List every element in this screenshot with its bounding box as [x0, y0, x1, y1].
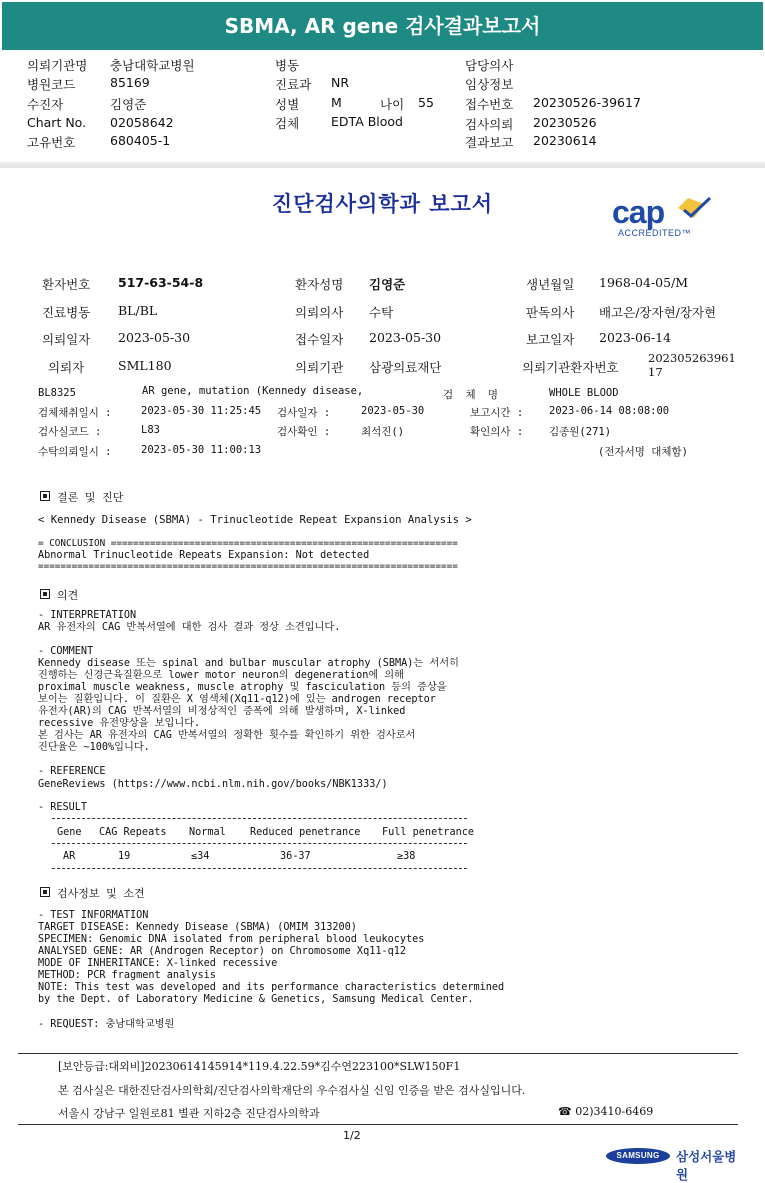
interpretation-text: AR 유전자의 CAG 반복서열에 대한 검사 결과 정상 소견입니다.: [38, 622, 341, 633]
lab-test-code: BL8325: [38, 387, 76, 399]
table-bottom-rule: [52, 868, 467, 869]
value-chart-no: 02058642: [110, 115, 174, 130]
lab-report-time-label: 보고시간 :: [470, 407, 524, 419]
section-testinfo-heading: 검사정보 및 소견: [40, 885, 145, 901]
testinfo-line-1: TARGET DISEASE: Kennedy Disease (SBMA) (OMIM 313200): [38, 922, 357, 933]
label-receipt-no: 접수번호: [465, 97, 514, 112]
reference-head: - REFERENCE: [38, 766, 106, 777]
lab-confirm-doctor-label: 확인의사 :: [470, 426, 524, 438]
table-mid-rule: [52, 843, 467, 844]
testinfo-line-7: by the Dept. of Laboratory Medicine & Genetics, Samsung Medical Center.: [38, 994, 474, 1005]
lab-phone: ☎ 02)3410-6469: [558, 1105, 654, 1118]
value-result-date: 20230614: [533, 133, 597, 148]
report-title-bar: SBMA, AR gene 검사결과보고서: [2, 2, 763, 50]
label-institution-patient-no: 의뢰기관환자번호: [522, 360, 619, 375]
comment-line-4: 보이는 질환입니다. 이 질환은 X 염색체(Xq11-q12)에 있는 androgen receptor: [38, 694, 436, 705]
value-institution-patient-no: 20230526396117: [648, 351, 736, 379]
lab-specimen-value: WHOLE BLOOD: [549, 387, 619, 399]
value-reading-doctor: 배고은/장자현/장자현: [599, 305, 717, 320]
section-opinion-heading: 의견: [40, 587, 78, 603]
security-line: [보안등급:대외비]20230614145914*119.4.22.59*김수연223100*SLW150F1: [58, 1060, 461, 1073]
value-clinic-ward: BL/BL: [118, 303, 158, 318]
comment-line-6: recessive 유전양상을 보입니다.: [38, 718, 201, 729]
samsung-hospital-logo: SAMSUNG 삼성서울병원: [606, 1147, 746, 1165]
testinfo-line-4: MODE OF INHERITANCE: X-linked recessive: [38, 958, 278, 969]
value-department: NR: [331, 75, 350, 90]
lab-esign-note: (전자서명 대체함): [598, 446, 688, 458]
label-patient-name: 환자성명: [295, 277, 344, 292]
comment-line-3: proximal muscle weakness, muscle atrophy 및 fasciculation 등의 증상을: [38, 682, 447, 693]
label-birth-date: 생년월일: [526, 277, 575, 292]
conclusion-text: Abnormal Trinucleotide Repeats Expansion: Not detected: [38, 550, 370, 561]
td-reduced-penetrance: 36-37: [280, 851, 311, 862]
value-unique-no: 680405-1: [110, 133, 171, 148]
lab-consignment-value: 2023-05-30 11:00:13: [141, 444, 262, 456]
testinfo-line-6: NOTE: This test was developed and its performance characteristics determined: [38, 982, 505, 993]
lab-test-name: AR gene, mutation (Kennedy disease,: [142, 385, 364, 397]
lab-consignment-label: 수탁의뢰일시 :: [38, 446, 112, 458]
footer-rule-bottom: [18, 1124, 738, 1125]
label-receipt-date: 접수일자: [295, 332, 344, 347]
th-normal: Normal: [189, 827, 226, 838]
value-receipt-no: 20230526-39617: [533, 95, 641, 110]
comment-line-1: Kennedy disease 또는 spinal and bulbar muscular atrophy (SBMA)는 서서히: [38, 658, 459, 669]
value-patient: 김영준: [110, 97, 147, 112]
reference-text: GeneReviews (https://www.ncbi.nlm.nih.gov/books/NBK1333/): [38, 779, 388, 790]
value-requesting-institution: 삼광의료재단: [369, 360, 442, 375]
th-reduced-penetrance: Reduced penetrance: [250, 827, 361, 838]
header-divider: [0, 162, 765, 168]
comment-line-7: 본 검사는 AR 유전자의 CAG 반복서열의 정확한 횟수를 확인하기 위한 검사로서: [38, 730, 416, 741]
label-requesting-institution: 의뢰기관: [295, 360, 344, 375]
label-patient-id: 환자번호: [42, 277, 91, 292]
section-bullet-icon: [40, 491, 50, 501]
th-cag-repeats: CAG Repeats: [99, 827, 167, 838]
label-reading-doctor: 판독의사: [526, 305, 575, 320]
testinfo-line-5: METHOD: PCR fragment analysis: [38, 970, 216, 981]
label-chart-no: Chart No.: [27, 115, 87, 130]
td-gene: AR: [63, 851, 76, 862]
lab-exam-date-label: 검사일자 :: [277, 407, 331, 419]
value-request-date2: 2023-05-30: [118, 330, 191, 345]
value-requesting-org: 충남대학교병원: [110, 58, 195, 73]
label-clinical-info: 임상정보: [465, 77, 514, 92]
label-hospital-code: 병원코드: [27, 77, 76, 92]
request-line: - REQUEST: 충남대학교병원: [38, 1019, 175, 1030]
testinfo-line-2: SPECIMEN: Genomic DNA isolated from peripheral blood leukocytes: [38, 934, 425, 945]
lab-confirm-doctor-value: 김종원(271): [549, 426, 612, 438]
comment-line-8: 진단율은 ~100%입니다.: [38, 742, 150, 753]
page-number: 1/2: [343, 1129, 361, 1142]
lab-verified-value: 최석진(): [361, 426, 405, 438]
lab-exam-date-value: 2023-05-30: [361, 405, 425, 417]
certification-text: 본 검사실은 대한진단검사의학회/진단검사의학재단의 우수검사실 신임 인증을 받은 검사실입니다.: [58, 1084, 526, 1097]
label-result-date: 결과보고: [465, 135, 514, 150]
label-clinic-ward: 진료병동: [42, 305, 91, 320]
label-requesting-org: 의뢰기관명: [27, 58, 88, 73]
value-request-date: 20230526: [533, 115, 597, 130]
label-physician: 담당의사: [465, 58, 514, 73]
label-ward: 병동: [275, 58, 300, 73]
value-patient-id: 517-63-54-8: [118, 275, 204, 290]
value-specimen: EDTA Blood: [331, 114, 403, 129]
label-patient: 수진자: [27, 97, 64, 112]
value-requester: SML180: [118, 358, 172, 373]
value-referring-doctor: 수탁: [369, 305, 394, 320]
comment-line-5: 유전자(AR)의 CAG 반복서열의 비정상적인 증폭에 의해 발생하며, X-linked: [38, 706, 406, 717]
label-requester: 의뢰자: [48, 360, 85, 375]
section-bullet-icon: [40, 589, 50, 599]
result-head: - RESULT: [38, 802, 88, 813]
td-cag-repeats: 19: [118, 851, 131, 862]
th-full-penetrance: Full penetrance: [382, 827, 475, 838]
table-top-rule: [52, 818, 467, 819]
value-age: 55: [418, 95, 434, 110]
value-receipt-date: 2023-05-30: [369, 330, 442, 345]
lab-room-code-value: L83: [141, 424, 160, 436]
label-report-date: 보고일자: [526, 332, 575, 347]
footer-rule-top: [18, 1053, 738, 1054]
testinfo-line-3: ANALYSED GENE: AR (Androgen Receptor) on Chromosome Xq11-q12: [38, 946, 407, 957]
td-normal: ≤34: [191, 851, 210, 862]
cap-check-icon: [674, 194, 714, 224]
lab-address: 서울시 강남구 일원로81 별관 지하2층 진단검사의학과: [58, 1107, 320, 1120]
comment-line-2: 진행하는 신경근육질환으로 lower motor neuron의 degeneration에 의해: [38, 670, 404, 681]
value-birth-date: 1968-04-05/M: [599, 275, 689, 290]
report-heading: 진단검사의학과 보고서: [271, 192, 494, 216]
sbma-analysis-title: < Kennedy Disease (SBMA) - Trinucleotide Repeat Expansion Analysis >: [38, 514, 472, 526]
lab-room-code-label: 검사실코드 :: [38, 426, 102, 438]
label-request-date: 검사의뢰: [465, 117, 514, 132]
label-sex: 성별: [275, 97, 300, 112]
comment-head: - COMMENT: [38, 646, 94, 657]
lab-verified-label: 검사확인 :: [277, 426, 331, 438]
lab-specimen-label: 검 체 명: [443, 389, 499, 401]
cap-accredited-logo: cap ACCREDITED™: [612, 196, 724, 242]
lab-collection-label: 검체채취일시 :: [38, 407, 112, 419]
label-request-date2: 의뢰일자: [42, 332, 91, 347]
lab-report-time-value: 2023-06-14 08:08:00: [549, 405, 670, 417]
td-full-penetrance: ≥38: [397, 851, 416, 862]
value-patient-name: 김영준: [369, 277, 406, 292]
label-age: 나이: [380, 97, 405, 112]
label-department: 진료과: [275, 77, 312, 92]
section-conclusion-heading: 결론 및 진단: [40, 489, 123, 505]
value-report-date: 2023-06-14: [599, 330, 672, 345]
interpretation-head: - INTERPRETATION: [38, 610, 137, 621]
label-specimen: 검체: [275, 116, 300, 131]
section-bullet-icon: [40, 887, 50, 897]
label-referring-doctor: 의뢰의사: [295, 305, 344, 320]
testinfo-head: - TEST INFORMATION: [38, 910, 149, 921]
label-unique-no: 고유번호: [27, 135, 76, 150]
value-sex: M: [331, 95, 342, 110]
lab-collection-value: 2023-05-30 11:25:45: [141, 405, 262, 417]
conclusion-header: = CONCLUSION ==============================================================: [38, 538, 458, 549]
th-gene: Gene: [57, 827, 82, 838]
conclusion-rule: ===========================================================================: [38, 561, 458, 572]
value-hospital-code: 85169: [110, 75, 150, 90]
